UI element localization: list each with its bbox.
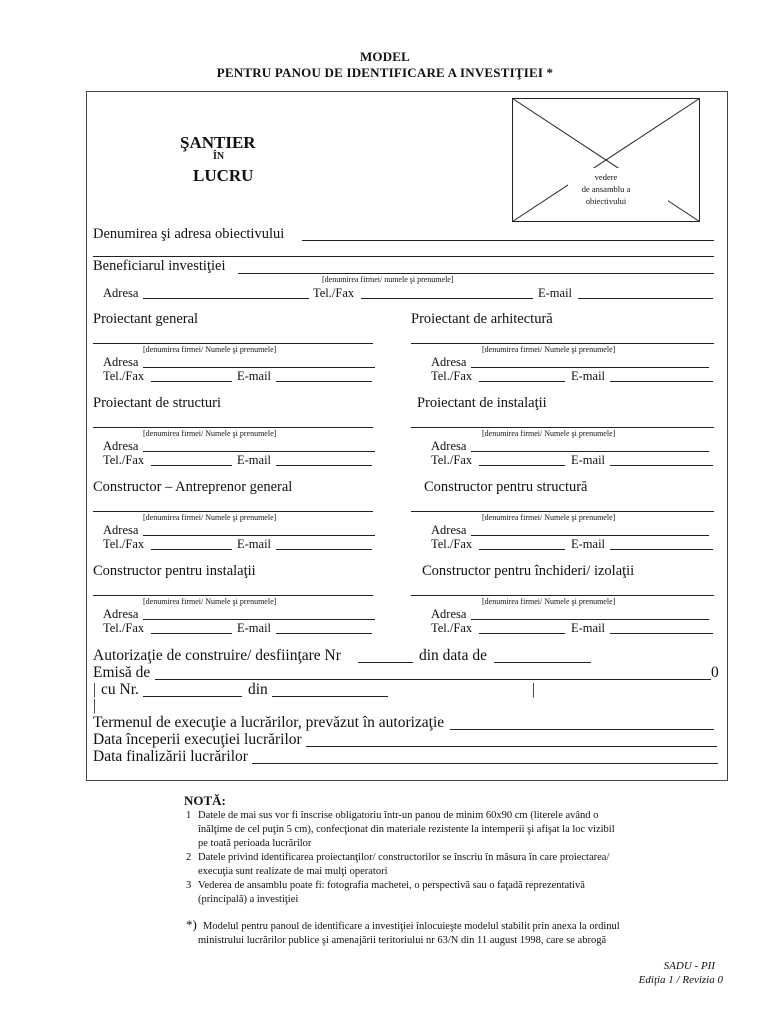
constructor-inchideri-email-label: E-mail	[571, 621, 606, 635]
proiectant-instalatii-tel-line[interactable]	[479, 465, 565, 466]
nota-title: NOTĂ:	[184, 793, 226, 808]
proiectant-instalatii-label: Proiectant de instalaţii	[417, 395, 547, 411]
view-text-1: vedere	[594, 172, 618, 182]
santier-label: ŞANTIER	[180, 133, 256, 152]
data-finalizarii-label: Data finalizării lucrărilor	[93, 748, 248, 765]
proiectant-instalatii-line[interactable]	[411, 427, 714, 428]
constructor-general-tel-label: Tel./Fax	[103, 537, 145, 551]
cu-nr-line[interactable]	[143, 696, 242, 697]
star-note-line-2: ministrului lucrărilor publice şi amenajării teritoriului nr 63/N din 11 august 1998, care se abrogă	[198, 935, 607, 946]
constructor-general-hint: [denumirea firmei/ Numele şi prenumele]	[143, 513, 277, 522]
constructor-structura-tel-label: Tel./Fax	[431, 537, 473, 551]
proiectant-structuri-line[interactable]	[93, 427, 373, 428]
constructor-instalatii-tel-line[interactable]	[151, 633, 232, 634]
proiectant-arhitectura-line[interactable]	[411, 343, 714, 344]
beneficiar-adresa-label: Adresa	[103, 286, 139, 300]
constructor-general-adresa-line[interactable]	[143, 535, 375, 536]
in-label: ÎN	[213, 151, 225, 162]
proiectant-general-tel-line[interactable]	[151, 381, 232, 382]
constructor-general-label: Constructor – Antreprenor general	[93, 479, 293, 495]
proiectant-general-email-line[interactable]	[276, 381, 372, 382]
lucru-label: LUCRU	[193, 166, 254, 185]
autorizatie-din-data-label: din data de	[419, 647, 488, 664]
proiectant-arhitectura-hint: [denumirea firmei/ Numele şi prenumele]	[482, 345, 616, 354]
constructor-structura-adresa-label: Adresa	[431, 523, 467, 537]
constructor-inchideri-label: Constructor pentru închideri/ izolaţii	[422, 563, 635, 579]
proiectant-structuri-tel-label: Tel./Fax	[103, 453, 145, 467]
footer-edition: Ediţia 1 / Revizia 0	[638, 974, 723, 986]
footer-code: SADU - PII	[663, 960, 715, 972]
proiectant-structuri-hint: [denumirea firmei/ Numele şi prenumele]	[143, 429, 277, 438]
view-text-3: obiectivului	[585, 196, 627, 206]
constructor-instalatii-email-line[interactable]	[276, 633, 372, 634]
constructor-general-line[interactable]	[93, 511, 373, 512]
constructor-structura-line[interactable]	[411, 511, 714, 512]
beneficiar-email-label: E-mail	[538, 286, 573, 300]
constructor-instalatii-line[interactable]	[93, 595, 373, 596]
denumirea-label: Denumirea şi adresa obiectivului	[93, 226, 285, 242]
proiectant-general-hint: [denumirea firmei/ Numele şi prenumele]	[143, 345, 277, 354]
proiectant-arhitectura-label: Proiectant de arhitectură	[411, 311, 553, 327]
pipe-2: |	[532, 681, 536, 698]
emisa-line[interactable]	[155, 679, 711, 680]
view-text-2: de ansamblu a	[581, 184, 631, 194]
autorizatie-data-line[interactable]	[494, 662, 591, 663]
beneficiar-hint: [denumirea firmei/ numele şi prenumele]	[322, 275, 454, 284]
beneficiar-label: Beneficiarul investiţiei	[93, 258, 226, 274]
emisa-zero: 0	[711, 664, 719, 681]
constructor-instalatii-adresa-label: Adresa	[103, 607, 139, 621]
note-1-line-3: pe toată perioada lucrărilor	[198, 838, 312, 849]
title-model: MODEL	[359, 49, 411, 64]
constructor-structura-label: Constructor pentru structură	[424, 479, 588, 495]
note-1-number: 1	[186, 810, 192, 821]
note-2-number: 2	[186, 852, 192, 863]
cu-nr-din-line[interactable]	[272, 696, 388, 697]
proiectant-general-tel-label: Tel./Fax	[103, 369, 145, 383]
star-note-line-1: Modelul pentru panoul de identificare a investiţiei înlocuieşte modelul stabilit prin anexa la ordinul	[203, 921, 620, 932]
proiectant-structuri-label: Proiectant de structuri	[93, 395, 222, 411]
proiectant-instalatii-tel-label: Tel./Fax	[431, 453, 473, 467]
constructor-instalatii-tel-label: Tel./Fax	[103, 621, 145, 635]
note-2-line-1: Datele privind identificarea proiectanţilor/ constructorilor se înscriu în măsura în care proiectarea/	[198, 852, 610, 863]
constructor-inchideri-email-line[interactable]	[610, 633, 713, 634]
proiectant-instalatii-email-line[interactable]	[610, 465, 713, 466]
note-3-number: 3	[186, 880, 192, 891]
proiectant-instalatii-adresa-line[interactable]	[471, 451, 709, 452]
proiectant-structuri-adresa-line[interactable]	[143, 451, 375, 452]
autorizatie-label: Autorizaţie de construire/ desfiinţare Nr	[93, 647, 341, 664]
constructor-general-email-line[interactable]	[276, 549, 372, 550]
constructor-general-email-label: E-mail	[237, 537, 272, 551]
title-panou: PENTRU PANOU DE IDENTIFICARE A INVESTIŢIEI *	[216, 65, 554, 80]
data-inceperii-line[interactable]	[306, 746, 717, 747]
termen-label: Termenul de execuţie a lucrărilor, prevăzut în autorizaţie	[93, 714, 445, 731]
beneficiar-tel-line[interactable]	[361, 298, 533, 299]
pipe-3: |	[93, 697, 97, 714]
constructor-structura-adresa-line[interactable]	[471, 535, 709, 536]
data-finalizarii-line[interactable]	[252, 763, 718, 764]
constructor-structura-tel-line[interactable]	[479, 549, 565, 550]
proiectant-structuri-email-label: E-mail	[237, 453, 272, 467]
denumirea-line[interactable]	[302, 240, 714, 241]
star-marker: *)	[186, 917, 197, 932]
proiectant-general-adresa-line[interactable]	[143, 367, 375, 368]
constructor-instalatii-hint: [denumirea firmei/ Numele şi prenumele]	[143, 597, 277, 606]
proiectant-general-label: Proiectant general	[93, 311, 199, 327]
constructor-instalatii-email-label: E-mail	[237, 621, 272, 635]
cu-nr-label: cu Nr.	[101, 681, 139, 698]
beneficiar-email-line[interactable]	[578, 298, 713, 299]
proiectant-arhitectura-email-line[interactable]	[610, 381, 713, 382]
cu-nr-din-label: din	[248, 681, 268, 698]
constructor-inchideri-tel-line[interactable]	[479, 633, 565, 634]
proiectant-arhitectura-email-label: E-mail	[571, 369, 606, 383]
note-2-line-2: execuţia sunt realizate de mai mulţi operatori	[198, 866, 388, 877]
proiectant-arhitectura-tel-line[interactable]	[479, 381, 565, 382]
proiectant-instalatii-hint: [denumirea firmei/ Numele şi prenumele]	[482, 429, 616, 438]
constructor-general-tel-line[interactable]	[151, 549, 232, 550]
constructor-inchideri-adresa-line[interactable]	[471, 619, 709, 620]
constructor-inchideri-line[interactable]	[411, 595, 714, 596]
constructor-structura-email-line[interactable]	[610, 549, 713, 550]
constructor-general-adresa-label: Adresa	[103, 523, 139, 537]
proiectant-structuri-adresa-label: Adresa	[103, 439, 139, 453]
constructor-inchideri-hint: [denumirea firmei/ Numele şi prenumele]	[482, 597, 616, 606]
termen-line[interactable]	[450, 729, 714, 730]
pipe-1: |	[93, 681, 97, 698]
proiectant-arhitectura-adresa-line[interactable]	[471, 367, 709, 368]
emisa-label: Emisă de	[93, 664, 151, 681]
note-3-line-1: Vederea de ansamblu poate fi: fotografia machetei, o perspectivă sau o faţadă reprezentativă	[198, 880, 585, 891]
proiectant-general-adresa-label: Adresa	[103, 355, 139, 369]
proiectant-structuri-email-line[interactable]	[276, 465, 372, 466]
proiectant-arhitectura-tel-label: Tel./Fax	[431, 369, 473, 383]
proiectant-general-line[interactable]	[93, 343, 373, 344]
constructor-inchideri-tel-label: Tel./Fax	[431, 621, 473, 635]
constructor-structura-hint: [denumirea firmei/ Numele şi prenumele]	[482, 513, 616, 522]
beneficiar-tel-label: Tel./Fax	[313, 286, 355, 300]
constructor-inchideri-adresa-label: Adresa	[431, 607, 467, 621]
note-1-line-1: Datele de mai sus vor fi înscrise obligatoriu într-un panou de minim 60x90 cm (literele având o	[198, 810, 599, 821]
note-1-line-2: înălţime de cel puţin 5 cm), confecţionat din materiale rezistente la intemperii şi afişat la loc vizibil	[198, 824, 615, 835]
proiectant-arhitectura-adresa-label: Adresa	[431, 355, 467, 369]
constructor-instalatii-adresa-line[interactable]	[143, 619, 375, 620]
proiectant-general-email-label: E-mail	[237, 369, 272, 383]
proiectant-structuri-tel-line[interactable]	[151, 465, 232, 466]
constructor-structura-email-label: E-mail	[571, 537, 606, 551]
autorizatie-nr-line[interactable]	[358, 662, 413, 663]
proiectant-instalatii-email-label: E-mail	[571, 453, 606, 467]
beneficiar-line[interactable]	[238, 273, 714, 274]
constructor-instalatii-label: Constructor pentru instalaţii	[93, 563, 256, 579]
note-3-line-2: (principală) a investiţiei	[198, 894, 299, 905]
beneficiar-adresa-line[interactable]	[143, 298, 309, 299]
data-inceperii-label: Data începerii execuţiei lucrărilor	[93, 731, 302, 748]
denumirea-line-2[interactable]	[93, 256, 714, 257]
proiectant-instalatii-adresa-label: Adresa	[431, 439, 467, 453]
